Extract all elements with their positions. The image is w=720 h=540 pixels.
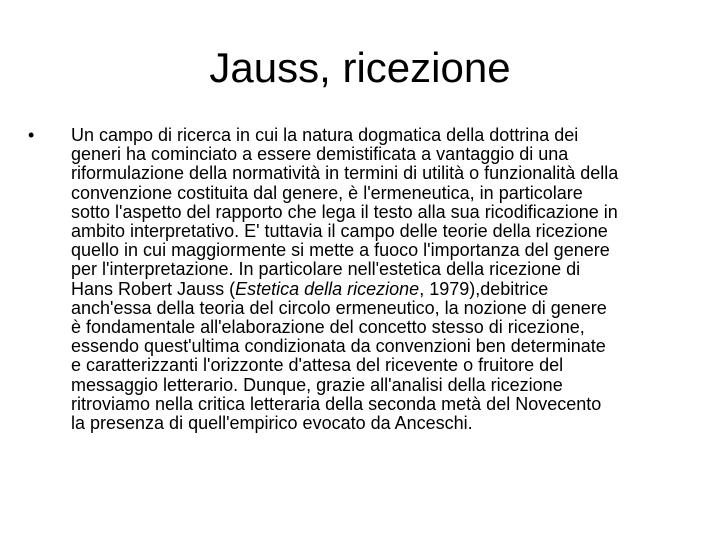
slide-title: Jauss, ricezione xyxy=(209,44,511,91)
paragraph-line: essendo quest'ultima condizionata da convenzioni ben determinate xyxy=(71,336,606,357)
slide-body xyxy=(28,126,688,433)
paragraph-line: sotto l'aspetto del rapporto che lega il testo alla sua ricodificazione in xyxy=(71,201,618,222)
bullet-icon: • xyxy=(28,125,35,145)
paragraph-line: la presenza di quell'empirico evocato da Anceschi. xyxy=(71,413,473,434)
book-title: Estetica della ricezione xyxy=(235,278,420,299)
bullet-paragraph xyxy=(28,126,688,433)
paragraph-line: è fondamentale all'elaborazione del concetto stesso di ricezione, xyxy=(71,317,585,338)
paragraph-line: generi ha cominciato a essere demistificata a vantaggio di una xyxy=(71,144,569,165)
paragraph-line: anch'essa della teoria del circolo ermeneutico, la nozione di genere xyxy=(71,297,607,318)
paragraph-line: quello in cui maggiormente si mette a fuoco l'importanza del genere xyxy=(71,240,610,261)
paragraph-text: , 1979),debitrice xyxy=(419,278,549,299)
paragraph-text: Hans Robert Jauss ( xyxy=(71,278,236,299)
paragraph-line: riformulazione della normatività in termini di utilità o funzionalità della xyxy=(71,163,619,184)
paragraph-line: messaggio letterario. Dunque, grazie all'analisi della ricezione xyxy=(71,374,563,395)
paragraph-line-with-book-title xyxy=(71,280,688,299)
paragraph-line: e caratterizzanti l'orizzonte d'attesa del ricevente o fruitore del xyxy=(71,355,564,376)
paragraph-line: convenzione costituita dal genere, è l'ermeneutica, in particolare xyxy=(71,182,583,203)
paragraph-line: per l'interpretazione. In particolare nell'estetica della ricezione di xyxy=(71,259,581,280)
paragraph-line: ritroviamo nella critica letteraria della seconda metà del Novecento xyxy=(71,393,602,414)
paragraph-line: Un campo di ricerca in cui la natura dogmatica della dottrina dei xyxy=(71,125,579,145)
paragraph-line: ambito interpretativo. E' tuttavia il campo delle teorie della ricezione xyxy=(71,221,608,242)
